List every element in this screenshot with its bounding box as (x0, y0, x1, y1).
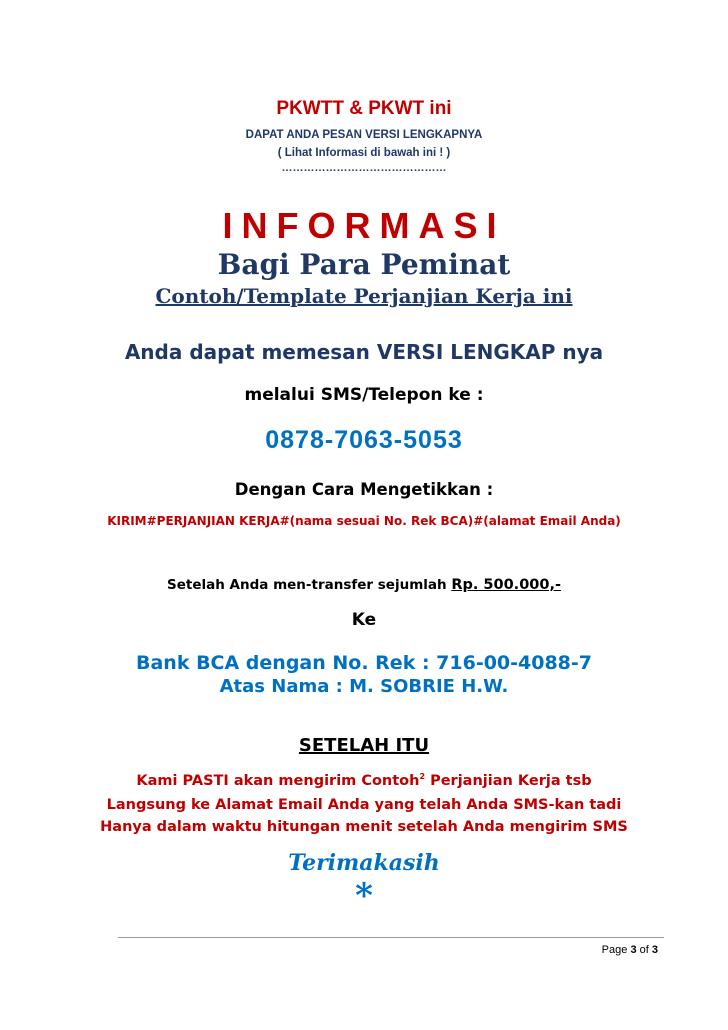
footer-page-num: 3 (630, 944, 637, 956)
header-title: PKWTT & PKWT ini (276, 98, 452, 119)
header-line1: DAPAT ANDA PESAN VERSI LENGKAPNYA (245, 129, 483, 141)
header-line2: ( Lihat Informasi di bawah ini ! ) (277, 147, 451, 159)
order-line3: Dengan Cara Mengetikkan : (234, 480, 494, 499)
after-heading (0, 735, 728, 756)
order-line1: Anda dapat memesan VERSI LENGKAP nya (124, 340, 604, 364)
footer-divider (118, 937, 664, 938)
after-line1-b: Perjanjian Kerja tsb (425, 772, 592, 789)
footer-page-label: Page (601, 944, 628, 956)
after-line2: Langsung ke Alamat Email Anda yang telah Anda SMS-kan tadi (106, 797, 622, 813)
thanks-text: Terimakasih (288, 850, 440, 876)
info-topic-text: Contoh/Template Perjanjian Kerja ini (155, 284, 573, 308)
payment-amount: Rp. 500.000,- (451, 577, 561, 593)
after-line1-sup: 2 (419, 772, 426, 781)
after-line1 (0, 772, 728, 789)
page-footer (602, 944, 658, 956)
info-subheading: Bagi Para Peminat (217, 248, 511, 281)
bank-account: Bank BCA dengan No. Rek : 716-00-4088-7 (135, 652, 593, 674)
after-heading-text: SETELAH ITU (298, 735, 430, 756)
footer-total-pages: 3 (651, 944, 658, 956)
phone-number: 0878-7063-5053 (265, 426, 463, 454)
info-heading: INFORMASI (222, 205, 506, 246)
payment-line (0, 577, 728, 593)
order-line2: melalui SMS/Telepon ke : (244, 385, 484, 405)
account-name: Atas Nama : M. SOBRIE H.W. (219, 676, 509, 697)
header-dots: ……………………………………… (281, 162, 447, 174)
after-line3: Hanya dalam waktu hitungan menit setelah Anda mengirim SMS (100, 819, 628, 835)
payment-ke: Ke (351, 610, 377, 630)
footer-of-label: of (639, 944, 649, 956)
info-topic (0, 284, 728, 308)
after-line1-a: Kami PASTI akan mengirim Contoh (136, 772, 420, 789)
payment-text: Setelah Anda men-transfer sejumlah (167, 577, 452, 593)
star-mark: * (355, 876, 373, 916)
sms-format: KIRIM#PERJANJIAN KERJA#(nama sesuai No. Rek BCA)#(alamat Email Anda) (107, 514, 621, 528)
